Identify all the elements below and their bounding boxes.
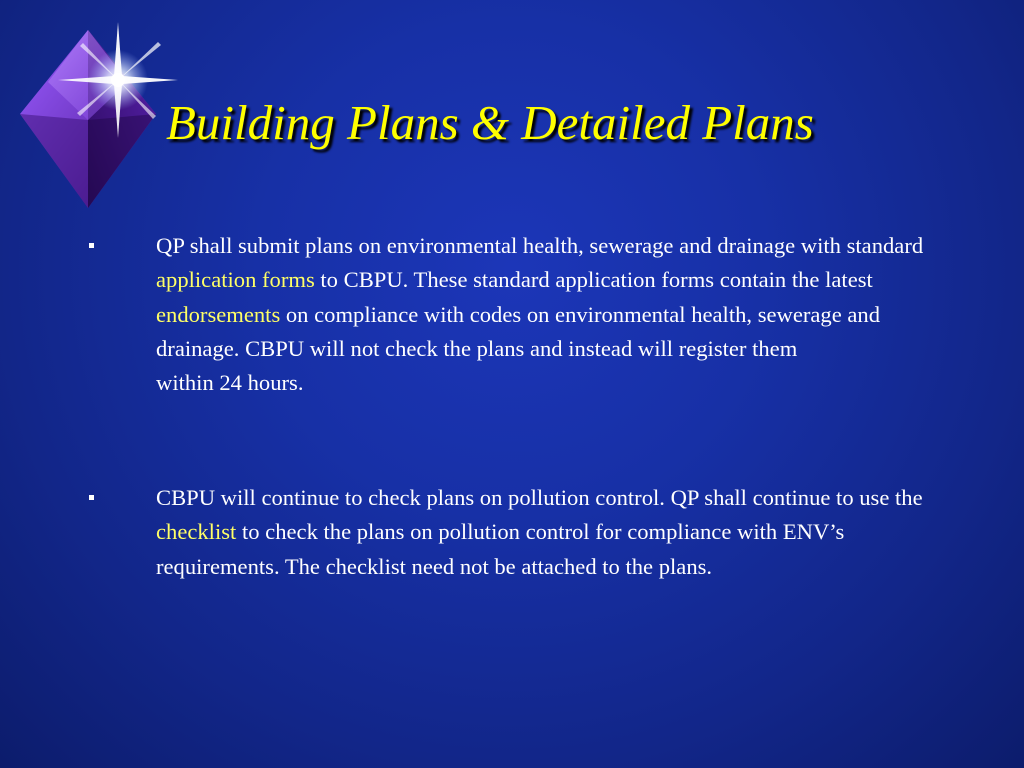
bullet-text: CBPU will continue to check plans on pollution control. QP shall continue to use the bbox=[156, 485, 923, 510]
bullet-text: on compliance with codes on environmental health, sewerage and drainage. CBPU will not check the plans and instead will register them bbox=[156, 301, 881, 361]
bullet-text: QP shall submit plans on environmental health, sewerage and drainage with standard bbox=[156, 233, 924, 258]
bullet-text: to CBPU. These standard application forms contain the latest bbox=[314, 267, 873, 293]
highlight-checklist: checklist bbox=[156, 519, 237, 545]
square-bullet-icon bbox=[89, 495, 94, 500]
bullet-text: to check the plans on pollution control for compliance with ENV’s requirements. The checklist need not be attached to the plans. bbox=[156, 519, 845, 579]
highlight-endorsements: endorsements bbox=[156, 301, 281, 327]
bullet-text: within 24 hours. bbox=[156, 370, 304, 396]
square-bullet-icon bbox=[89, 243, 94, 248]
purple-diamond-star-icon bbox=[18, 20, 188, 215]
highlight-application-forms: application forms bbox=[156, 267, 315, 293]
bullet-item bbox=[156, 481, 946, 584]
slide-title: Building Plans & Detailed Plans bbox=[166, 95, 814, 150]
bullet-item bbox=[156, 229, 946, 400]
